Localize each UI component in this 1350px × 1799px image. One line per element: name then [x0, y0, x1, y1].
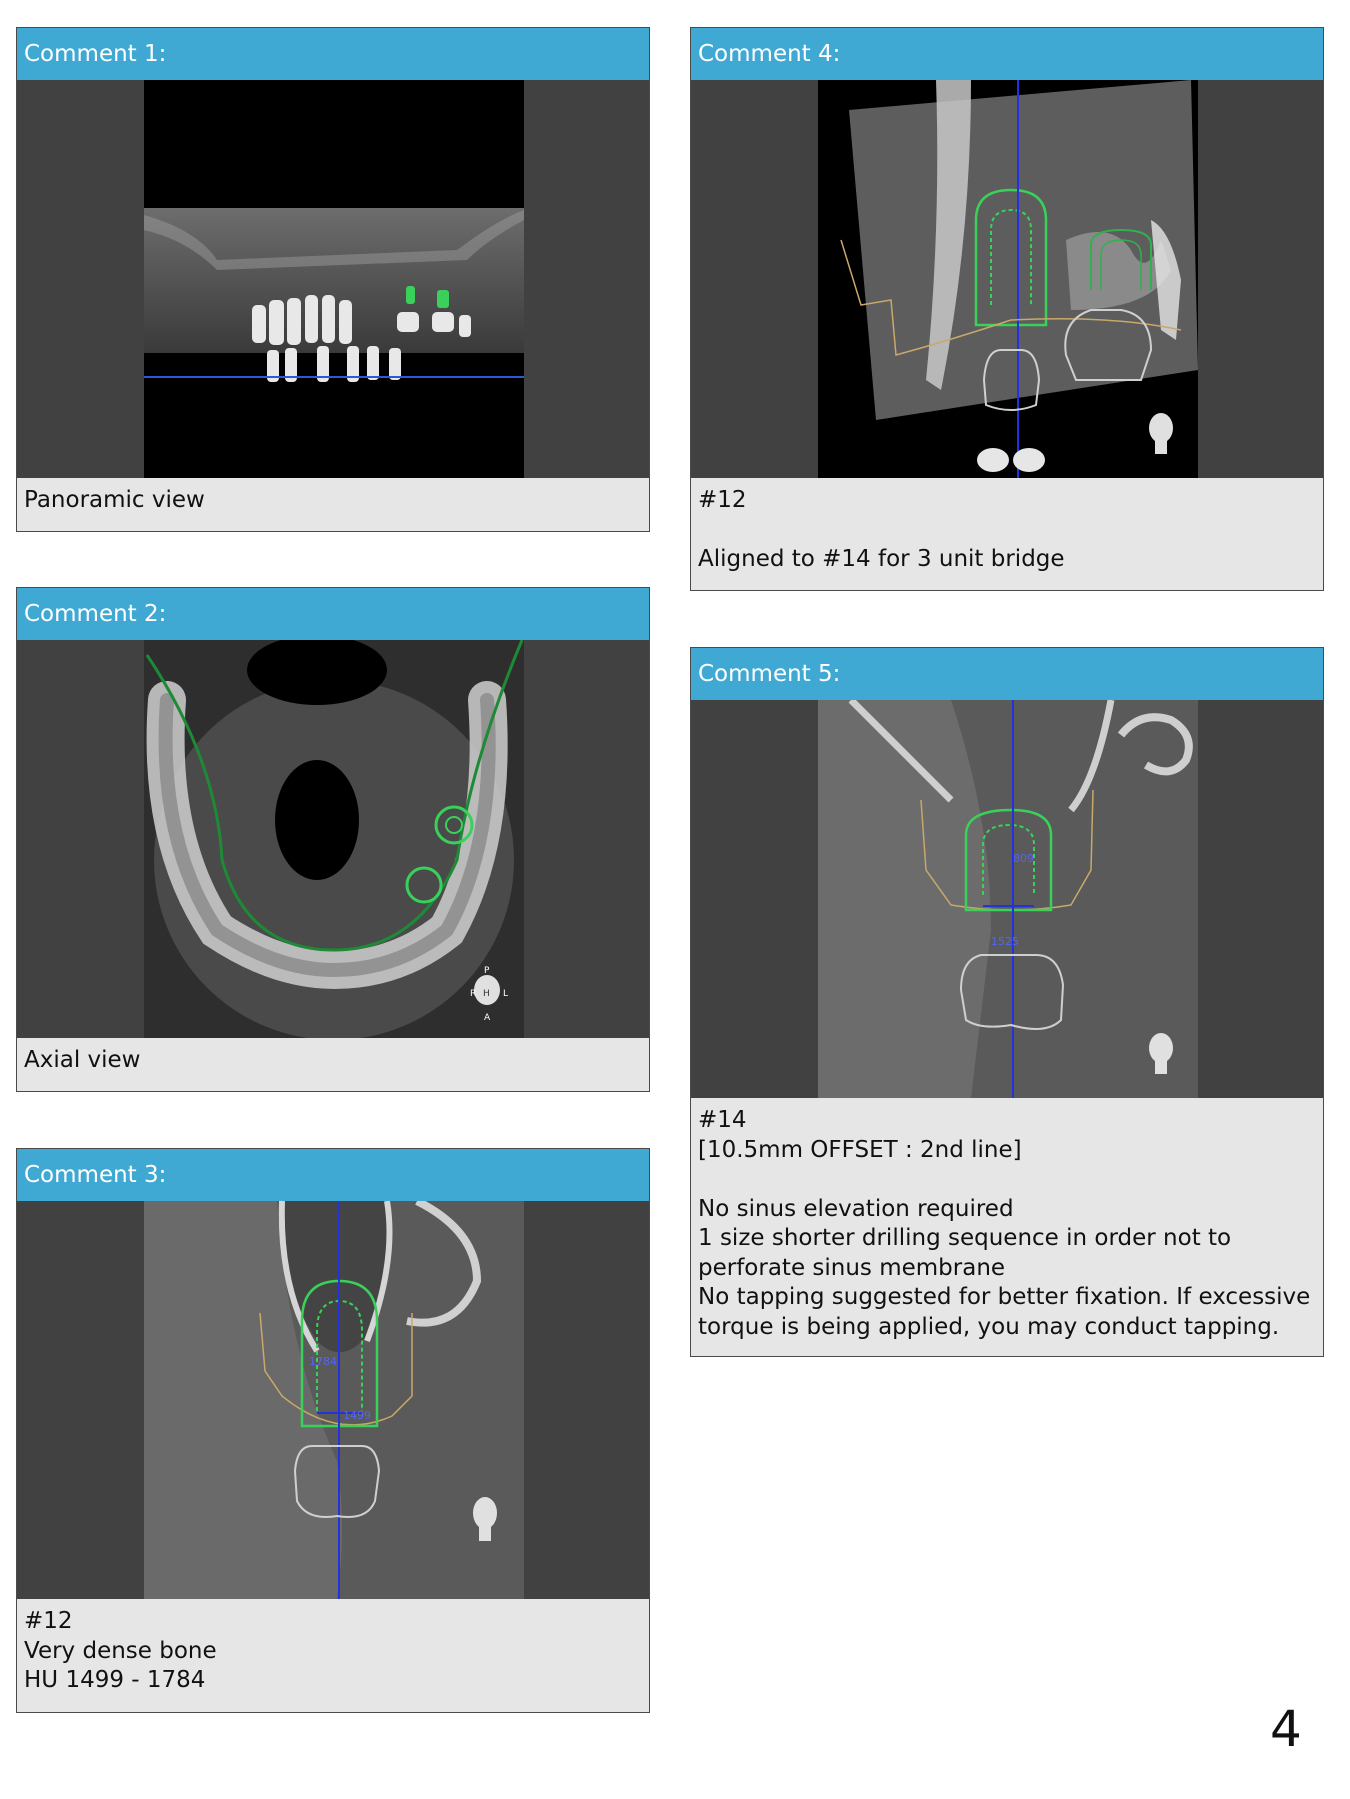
cross-section-ct-image-14 — [691, 700, 1323, 1098]
cross-section-scan — [691, 80, 1323, 478]
comment-panel-5 — [690, 647, 1324, 1357]
panoramic-scan — [17, 80, 649, 478]
orientation-label: H — [483, 989, 490, 999]
panel-header: Comment 2: — [17, 588, 649, 640]
axial-ct-image — [17, 640, 649, 1038]
orientation-label: R — [470, 989, 477, 999]
hu-label: 1499 — [343, 1409, 371, 1422]
cross-section-scan — [691, 700, 1323, 1098]
hu-label: 1784 — [309, 1355, 337, 1368]
axial-scan — [17, 640, 649, 1038]
page-number: 4 — [1270, 1700, 1302, 1758]
orientation-label: L — [503, 989, 509, 999]
panel-caption: #12 Very dense bone HU 1499 - 1784 — [24, 1608, 217, 1693]
comment-panel-2 — [16, 587, 650, 1092]
panel-caption: Panoramic view — [24, 487, 205, 513]
orientation-label: P — [484, 966, 490, 976]
panel-header: Comment 1: — [17, 28, 649, 80]
orientation-label: A — [484, 1013, 491, 1023]
panel-header: Comment 3: — [17, 1149, 649, 1201]
comment-panel-4 — [690, 27, 1324, 591]
panel-header: Comment 5: — [691, 648, 1323, 700]
hu-label: 1525 — [991, 935, 1019, 948]
comment-panel-1 — [16, 27, 650, 532]
panel-caption: #14 [10.5mm OFFSET : 2nd line] No sinus elevation required 1 size shorter drilling sequence in order not to perforate sinus membrane No tapping suggested for better fixation. If excessive torque is being applied, you may conduct tapping. — [698, 1107, 1311, 1340]
panel-caption: #12 Aligned to #14 for 3 unit bridge — [698, 487, 1065, 572]
panel-caption: Axial view — [24, 1047, 141, 1073]
panel-header: Comment 4: — [691, 28, 1323, 80]
comment-panel-3 — [16, 1148, 650, 1713]
cross-section-ct-image-12-bridge — [691, 80, 1323, 478]
cross-section-ct-image-12 — [17, 1201, 649, 1599]
hu-label: 809 — [1013, 852, 1034, 865]
cross-section-scan — [17, 1201, 649, 1599]
panoramic-ct-image — [17, 80, 649, 478]
